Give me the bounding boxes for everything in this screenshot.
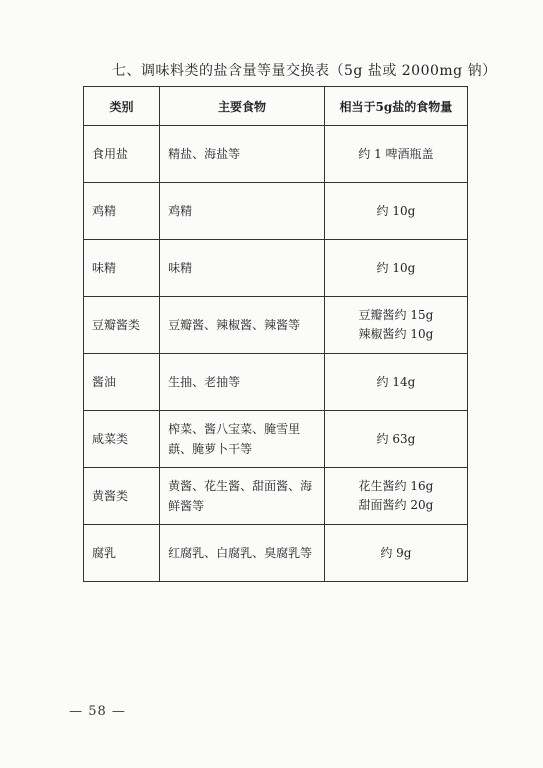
category-cell: 酱油 <box>84 354 160 411</box>
table-row <box>84 525 468 582</box>
foods-cell: 黄酱、花生酱、甜面酱、海鲜酱等 <box>160 468 325 525</box>
table-row <box>84 354 468 411</box>
amount-line: 辣椒酱约 10g <box>358 327 434 341</box>
foods-cell: 鸡精 <box>160 183 325 240</box>
foods-cell: 生抽、老抽等 <box>160 354 325 411</box>
table-body <box>84 126 468 582</box>
amount-cell <box>324 354 467 411</box>
header-category: 类别 <box>84 87 160 126</box>
table-row <box>84 240 468 297</box>
category-cell: 豆瓣酱类 <box>84 297 160 354</box>
amount-cell <box>324 240 467 297</box>
table-title: 七、调味料类的盐含量等量交换表（5g 盐或 2000mg 钠） <box>112 63 497 79</box>
amount-line: 约 1 啤酒瓶盖 <box>358 146 434 161</box>
amount-cell <box>324 297 467 354</box>
category-cell: 味精 <box>84 240 160 297</box>
amount-line: 豆瓣酱约 15g <box>358 308 434 322</box>
amount-line: 约 10g <box>376 203 416 218</box>
foods-cell: 豆瓣酱、辣椒酱、辣酱等 <box>160 297 325 354</box>
amount-line: 花生酱约 16g <box>358 479 434 493</box>
header-main-foods: 主要食物 <box>160 87 325 126</box>
amount-cell <box>324 411 467 468</box>
category-cell: 食用盐 <box>84 126 160 183</box>
foods-cell: 红腐乳、白腐乳、臭腐乳等 <box>160 525 325 582</box>
table-row <box>84 183 468 240</box>
amount-line: 甜面酱约 20g <box>358 498 434 512</box>
table-row <box>84 468 468 525</box>
category-cell: 黄酱类 <box>84 468 160 525</box>
amount-cell <box>324 126 467 183</box>
amount-cell <box>324 468 467 525</box>
amount-line: 约 9g <box>380 545 412 560</box>
table-row <box>84 297 468 354</box>
category-cell: 咸菜类 <box>84 411 160 468</box>
salt-exchange-table <box>83 86 468 582</box>
category-cell: 腐乳 <box>84 525 160 582</box>
table-row <box>84 411 468 468</box>
foods-cell: 味精 <box>160 240 325 297</box>
table-header-row <box>84 87 468 126</box>
amount-line: 约 14g <box>376 374 416 389</box>
amount-cell <box>324 183 467 240</box>
foods-cell: 榨菜、酱八宝菜、腌雪里蕻、腌萝卜干等 <box>160 411 325 468</box>
amount-cell <box>324 525 467 582</box>
page-number: — 58 — <box>69 704 126 719</box>
foods-cell: 精盐、海盐等 <box>160 126 325 183</box>
amount-line: 约 63g <box>376 431 416 446</box>
amount-line: 约 10g <box>376 260 416 275</box>
category-cell: 鸡精 <box>84 183 160 240</box>
table-row <box>84 126 468 183</box>
header-equivalent-amount: 相当于5g盐的食物量 <box>324 87 467 126</box>
